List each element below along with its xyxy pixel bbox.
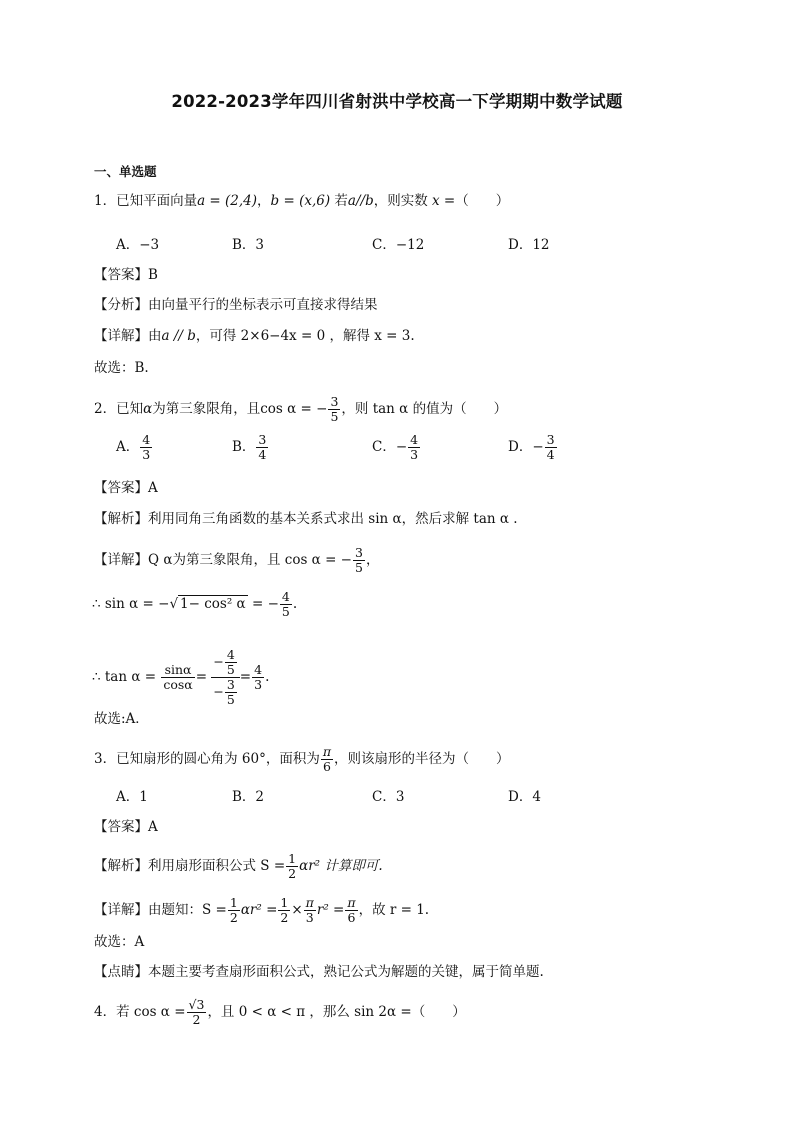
numerator: sinα (161, 663, 194, 678)
detail-line (94, 546, 379, 575)
fraction (187, 998, 207, 1027)
analysis-line (94, 296, 378, 314)
numerator: 3 (226, 677, 235, 692)
numerator: 4 (142, 432, 151, 447)
option-sign: − (395, 439, 408, 455)
vector-a: a = (2,4) (197, 193, 258, 209)
formula-text: ∴ tan α = (92, 669, 157, 685)
denominator: cosα (163, 677, 193, 692)
option-c: C．3 (372, 789, 405, 805)
detail-text: 由题知：S = (148, 902, 227, 918)
option-label: C． (372, 439, 396, 455)
comment-tag: 【点睛】 (94, 964, 148, 980)
analysis-text: 利用扇形面积公式 S = (148, 858, 286, 874)
compound-numerator (211, 648, 239, 678)
detail-text: 由 (148, 328, 162, 344)
question-text: ，则 tan α 的值为（ ） (341, 401, 508, 417)
analysis-line (94, 510, 518, 528)
numerator: 1 (288, 851, 297, 866)
fraction (228, 896, 240, 925)
question-2 (94, 395, 507, 424)
denominator: 5 (226, 692, 235, 707)
numerator: 3 (258, 432, 267, 447)
sin-derivation (92, 590, 297, 619)
answer-tag: 【答案】 (94, 480, 148, 496)
detail-text: ，故 r = 1. (358, 902, 430, 918)
choose-line: 故选:A． (94, 711, 149, 727)
numerator: 4 (226, 647, 235, 662)
denominator: 4 (258, 447, 267, 462)
option-fraction (408, 433, 420, 462)
option-a (116, 433, 153, 462)
fraction (252, 663, 264, 692)
question-text: 已知平面向量 (116, 193, 198, 209)
detail-tag: 【详解】 (94, 552, 148, 568)
numerator: π (322, 744, 332, 759)
numerator: 3 (546, 432, 555, 447)
question-text: 已知 (116, 401, 144, 417)
question-text: ，且 0 < α < π ，那么 sin 2α =（ ） (207, 1004, 466, 1020)
denominator: 3 (254, 677, 263, 692)
option-label: D． (508, 439, 533, 455)
fraction (328, 395, 340, 424)
choose-line: 故选：B. (94, 360, 149, 376)
denominator: 6 (322, 759, 331, 774)
question-number: 3． (94, 751, 117, 767)
sqrt-sign: √ (169, 596, 179, 612)
numerator: 3 (330, 394, 339, 409)
answer-value: B (148, 267, 158, 283)
fraction (345, 896, 357, 925)
numerator: π (305, 895, 314, 910)
parallel-condition: a//b (347, 193, 374, 209)
option-b (232, 433, 269, 462)
option-c: C．−12 (372, 237, 425, 253)
comment-line (94, 963, 544, 981)
formula-text: = − (247, 596, 279, 612)
tan-derivation (92, 648, 269, 707)
analysis-text: 由向量平行的坐标表示可直接求得结果 (148, 297, 378, 313)
choose-line: 故选：A (94, 934, 145, 950)
denominator: 3 (305, 910, 314, 925)
fraction (286, 852, 298, 881)
question-4 (94, 998, 466, 1027)
analysis-tag: 【分析】 (94, 297, 148, 313)
variable: x = (432, 193, 456, 209)
denominator: 3 (410, 447, 419, 462)
denominator: 2 (192, 1012, 201, 1027)
answer-value: A (148, 480, 158, 496)
detail-text: αr² = (240, 902, 278, 918)
detail-text: ， (365, 552, 380, 568)
question-text: 若 cos α = (116, 1004, 186, 1020)
formula-text: . (292, 596, 298, 612)
question-number: 4． (94, 1004, 117, 1020)
question-text: 若 (330, 193, 348, 209)
numerator: 1 (229, 895, 238, 910)
numerator: 4 (254, 662, 263, 677)
fraction (278, 896, 290, 925)
denominator: 5 (281, 604, 290, 619)
section-heading: 一、单选题 (94, 164, 157, 179)
numerator: √3 (188, 997, 205, 1012)
analysis-tag: 【解析】 (94, 858, 148, 874)
numerator: 4 (281, 589, 290, 604)
analysis-line (94, 852, 383, 881)
answer-value: A (148, 819, 158, 835)
answer-line (94, 479, 158, 497)
question-3 (94, 745, 510, 774)
question-text: ，则该扇形的半径为（ ） (334, 751, 510, 767)
analysis-text: 利用同角三角函数的基本关系式求出 sin α，然后求解 tan α . (148, 511, 518, 527)
fraction (353, 546, 365, 575)
detail-tag: 【详解】 (94, 328, 148, 344)
fraction (225, 648, 237, 677)
fraction (225, 678, 237, 707)
fraction (280, 590, 292, 619)
document-title: 2022-2023学年四川省射洪中学校高一下学期期中数学试题 (171, 92, 623, 111)
compound-denominator (211, 678, 239, 707)
denominator: 3 (142, 447, 151, 462)
numerator: 3 (355, 545, 363, 560)
denominator: 4 (546, 447, 555, 462)
option-a: A．−3 (116, 237, 160, 253)
detail-text: ，可得 2×6−4x = 0 ，解得 x = 3. (195, 328, 415, 344)
question-text: ，则实数 (373, 193, 428, 209)
question-number: 2． (94, 401, 117, 417)
detail-text: r² = (316, 902, 345, 918)
question-1 (94, 192, 509, 210)
option-d (508, 433, 558, 462)
detail-text: Q α为第三象限角，且 cos α = − (148, 552, 352, 568)
option-sign: − (532, 439, 544, 455)
alpha-symbol: α (143, 401, 153, 417)
denominator: 2 (229, 910, 238, 925)
formula-text: ∴ sin α = − (92, 596, 170, 612)
cos-expression: cos α = − (260, 401, 328, 417)
denominator: 6 (347, 910, 356, 925)
formula-text: = (239, 669, 252, 685)
fraction (304, 896, 316, 925)
formula-text: = (195, 669, 208, 685)
option-d: D．4 (508, 789, 541, 805)
answer-line (94, 266, 158, 284)
answer-tag: 【答案】 (94, 819, 148, 835)
numerator: 4 (410, 432, 419, 447)
option-d: D．12 (508, 237, 550, 253)
sqrt-radicand: 1− cos² α (180, 596, 246, 612)
compound-fraction (211, 648, 239, 707)
denominator: 5 (355, 560, 363, 575)
vector-b: b = (x,6) (270, 193, 331, 209)
analysis-tag: 【解析】 (94, 511, 148, 527)
analysis-text: αr² 计算即可. (299, 858, 383, 874)
question-number: 1． (94, 193, 117, 209)
detail-text: × (291, 902, 303, 918)
option-fraction (256, 433, 268, 462)
option-fraction (545, 433, 557, 462)
detail-line (94, 896, 429, 925)
option-label: B． (232, 439, 256, 455)
denominator: 5 (226, 662, 235, 677)
numerator: 1 (280, 895, 289, 910)
denominator: 2 (280, 910, 289, 925)
option-b: B．2 (232, 789, 265, 805)
option-b: B．3 (232, 237, 265, 253)
fraction (161, 663, 194, 692)
detail-line (94, 327, 415, 345)
sign: − (213, 654, 224, 669)
parallel-condition: a // b (161, 328, 196, 344)
denominator: 2 (288, 866, 297, 881)
sign: − (213, 684, 224, 699)
option-a: A．1 (116, 789, 148, 805)
question-text: ， (257, 193, 271, 209)
formula-text: . (265, 669, 270, 685)
numerator: π (347, 895, 356, 910)
question-text: 已知扇形的圆心角为 60°，面积为 (116, 751, 320, 767)
fraction (321, 745, 333, 774)
question-text: 为第三象限角，且 (152, 401, 261, 417)
option-fraction (140, 433, 152, 462)
option-label: A． (116, 439, 140, 455)
detail-tag: 【详解】 (94, 902, 148, 918)
answer-line (94, 818, 158, 836)
denominator: 5 (330, 409, 339, 424)
comment-text: 本题主要考查扇形面积公式，熟记公式为解题的关键，属于简单题. (148, 964, 544, 980)
option-c (372, 433, 421, 462)
answer-tag: 【答案】 (94, 267, 148, 283)
answer-paren: （ ） (455, 193, 510, 209)
